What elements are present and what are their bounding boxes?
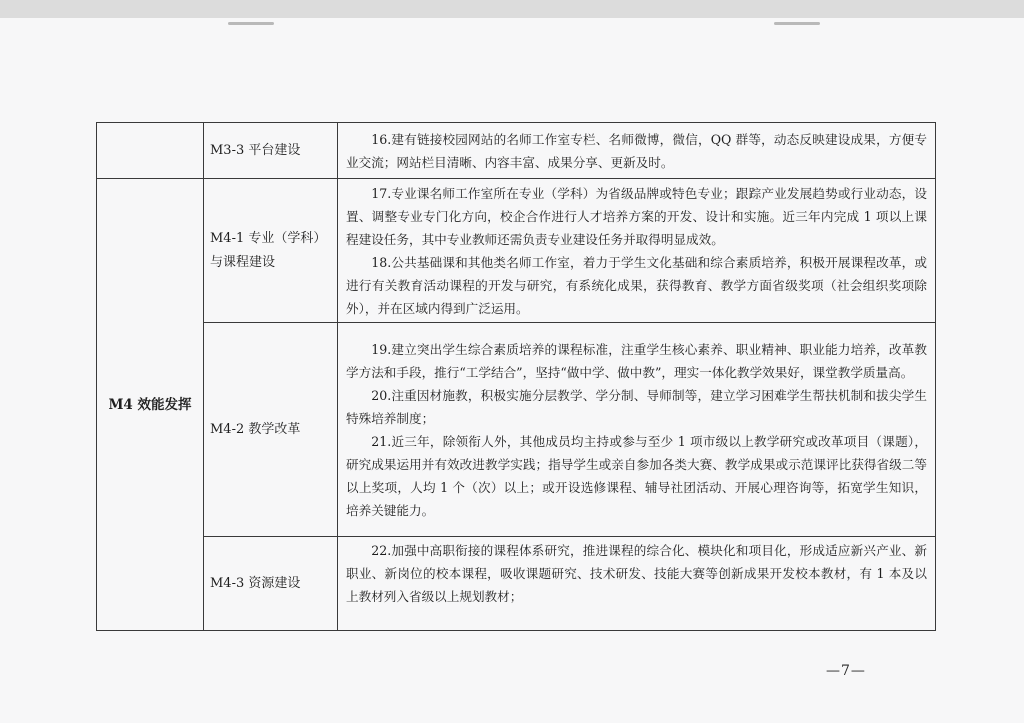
table-row xyxy=(97,179,936,323)
table-row xyxy=(97,123,936,179)
table-row xyxy=(97,323,936,537)
scan-top-band xyxy=(0,0,1024,18)
criterion-item: 22.加强中高职衔接的课程体系研究，推进课程的综合化、模块化和项目化，形成适应新兴产业、新职业、新岗位的校本课程，吸收课题研究、技术研发、技能大赛等创新成果开发校本教材，有 1 本及以上教材列入省级以上规划教材； xyxy=(346,543,927,604)
category-cell xyxy=(97,123,204,179)
subcategory-cell: M3-3 平台建设 xyxy=(204,123,338,179)
content-cell xyxy=(338,123,936,179)
subcategory-cell: M4-2 教学改革 xyxy=(204,323,338,537)
content-cell xyxy=(338,537,936,631)
criterion-item: 18.公共基础课和其他类名师工作室，着力于学生文化基础和综合素质培养，积极开展课程改革，或进行有关教育活动课程的开发与研究，有系统化成果，获得教育、教学方面省级奖项（社会组织奖项除外），并在区域内得到广泛运用。 xyxy=(346,254,927,316)
criterion-item: 17.专业课名师工作室所在专业（学科）为省级品牌或特色专业；跟踪产业发展趋势或行业动态，设置、调整专业专门化方向，校企合作进行人才培养方案的开发、设计和实施。近三年内完成 1 项以上课程建设任务，其中专业教师还需负责专业建设任务并取得明显成效。 xyxy=(346,185,927,247)
subcategory-cell: M4-3 资源建设 xyxy=(204,537,338,631)
subcategory-cell: M4-1 专业（学科）与课程建设 xyxy=(204,179,338,323)
criterion-item: 16.建有链接校园网站的名师工作室专栏、名师微博，微信，QQ 群等，动态反映建设成果，方便专业交流；网站栏目清晰、内容丰富、成果分享、更新及时。 xyxy=(346,131,927,170)
scan-mark-right xyxy=(774,22,820,25)
criterion-item: 19.建立突出学生综合素质培养的课程标准，注重学生核心素养、职业精神、职业能力培养，改革教学方法和手段，推行“工学结合”，坚持“做中学、做中教”，理实一体化教学效果好，课堂教学质量高。 xyxy=(346,341,927,380)
page-number: —7— xyxy=(826,663,866,679)
scan-mark-left xyxy=(228,22,274,25)
category-cell: M4 效能发挥 xyxy=(97,179,204,631)
content-cell xyxy=(338,179,936,323)
criteria-table xyxy=(96,122,936,631)
table-row xyxy=(97,537,936,631)
content-cell xyxy=(338,323,936,537)
criterion-item: 21.近三年，除领衔人外，其他成员均主持或参与至少 1 项市级以上教学研究或改革项目（课题），研究成果运用并有效改进教学实践；指导学生或亲自参加各类大赛、教学成果或示范课评比获得省级二等以上奖项，人均 1 个（次）以上；或开设选修课程、辅导社团活动、开展心理咨询等，拓宽学生知识，培养关键能力。 xyxy=(346,433,927,518)
criterion-item: 20.注重因材施教，积极实施分层教学、学分制、导师制等，建立学习困难学生帮扶机制和拔尖学生特殊培养制度； xyxy=(346,387,927,426)
